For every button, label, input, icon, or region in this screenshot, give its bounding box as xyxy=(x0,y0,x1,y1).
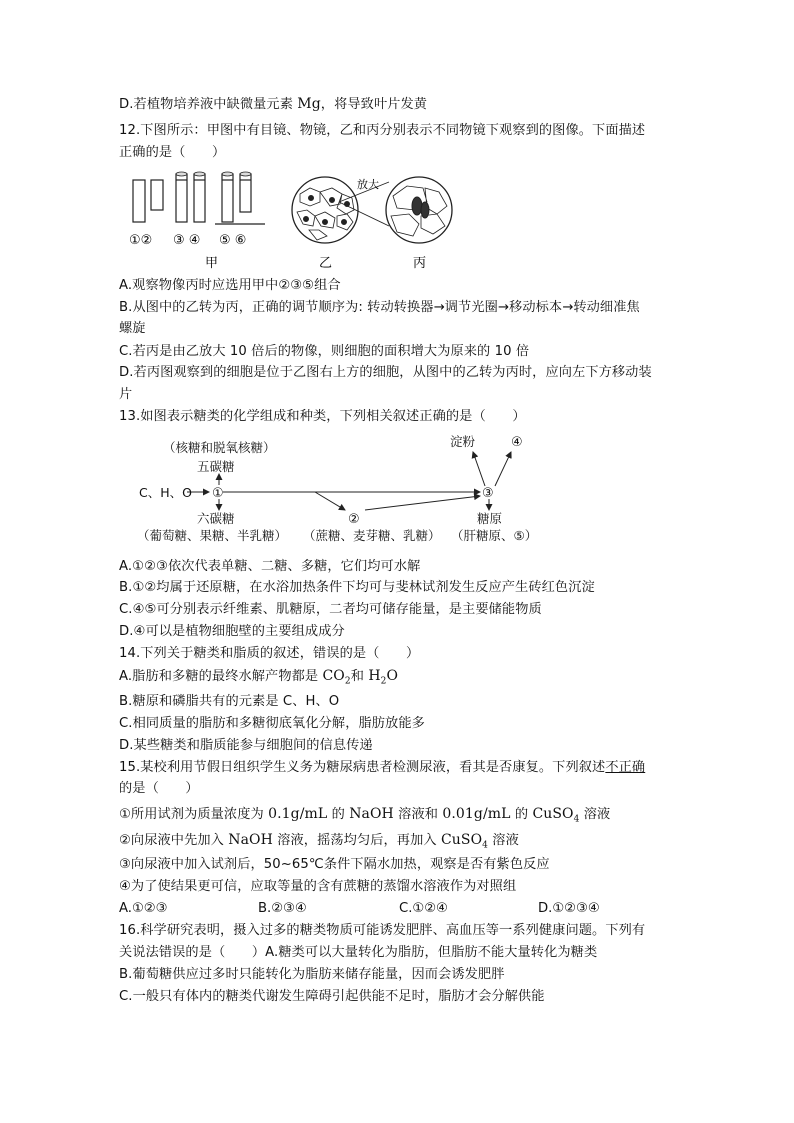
q15-stem: 15.某校利用节假日组织学生义务为糖尿病患者检测尿液，看其是否康复。下列叙述不正确 xyxy=(119,760,646,775)
q12-option-d: D.若丙图观察到的细胞是位于乙图右上方的细胞，从图中的乙转为丙时，应向左下方移动装 xyxy=(119,365,652,380)
q12-option-c: C.若丙是由乙放大 10 倍后的物像，则细胞的面积增大为原来的 10 倍 xyxy=(119,344,530,359)
view-bing xyxy=(386,177,452,243)
pentose-label: 五碳糖 xyxy=(197,459,235,474)
q14-stem: 14.下列关于糖类和脂质的叙述，错误的是（ ） xyxy=(119,646,420,661)
tube-label-1-2: ①② xyxy=(129,233,153,248)
q15-option-d: D.①②③④ xyxy=(538,901,600,916)
q15-statement-2: ②向尿液中先加入 NaOH 溶液，摇荡均匀后，再加入 CuSO$_4$ 溶液 xyxy=(119,832,519,851)
node-1: ① xyxy=(212,486,224,501)
node-2: ② xyxy=(348,512,360,527)
q13-figure xyxy=(135,430,555,548)
q15-option-b: B.②③④ xyxy=(258,901,307,916)
q12-stem: 12.下图所示：甲图中有目镜、物镜，乙和丙分别表示不同物镜下观察到的图像。下面描述 xyxy=(119,123,646,138)
q12-option-b: B.从图中的乙转为丙，正确的调节顺序为: 转动转换器→调节光圈→移动标本→转动细准焦 xyxy=(119,300,640,315)
q16-option-b: B.葡萄糖供应过多时只能转化为脂肪来储存能量，因而会诱发肥胖 xyxy=(119,967,505,982)
q16-stem: 16.科学研究表明，摄入过多的糖类物质可能诱发肥胖、高血压等一系列健康问题。下列有 xyxy=(119,923,646,938)
q13-option-a: A.①②③依次代表单糖、二糖、多糖，它们均可水解 xyxy=(119,559,421,574)
q14-option-c: C.相同质量的脂肪和多糖彻底氧化分解，脂肪放能多 xyxy=(119,716,425,731)
glycogen-label: 糖原 xyxy=(477,511,503,526)
q13-option-c: C.④⑤可分别表示纤维素、肌糖原，二者均可储存能量，是主要储能物质 xyxy=(119,602,542,617)
tube-label-5-6: ⑤ ⑥ xyxy=(219,233,247,248)
q13-stem: 13.如图表示糖类的化学组成和种类，下列相关叙述正确的是（ ） xyxy=(119,409,526,424)
q16-stem-cont-option-a: 关说法错误的是（ ）A.糖类可以大量转化为脂肪，但脂肪不能大量转化为糖类 xyxy=(119,945,598,960)
glycogen-list: （肝糖原、⑤） xyxy=(451,528,538,543)
q15-option-a: A.①②③ xyxy=(119,901,168,916)
q12-stem-cont: 正确的是（ ） xyxy=(119,145,226,160)
node-3: ③ xyxy=(482,486,494,501)
q15-statement-4: ④为了使结果更可信，应取等量的含有蔗糖的蒸馏水溶液作为对照组 xyxy=(119,879,517,894)
q12-option-a: A.观察物像丙时应选用甲中②③⑤组合 xyxy=(119,278,341,293)
hexose-list: （葡萄糖、果糖、半乳糖） xyxy=(137,528,288,543)
q14-option-a: A.脂肪和多糖的最终水解产物都是 $CO_2$和 $H_2O$ xyxy=(119,668,399,687)
q11-option-d: D.若植物培养液中缺微量元素 Mg，将导致叶片发黄 xyxy=(119,96,428,112)
panel-label-jia: 甲 xyxy=(205,256,219,271)
q15-stem-cont: 的是（ ） xyxy=(119,781,199,796)
panel-label-yi: 乙 xyxy=(319,256,333,271)
q12-option-d-cont: 片 xyxy=(119,387,133,402)
hexose-label: 六碳糖 xyxy=(197,511,235,526)
elements-label: C、H、O xyxy=(139,485,192,500)
q15-statement-1: ①所用试剂为质量浓度为 0.1g/mL 的 NaOH 溶液和 0.01g/mL 的 CuSO$_4$ 溶液 xyxy=(119,806,611,825)
view-yi xyxy=(292,177,358,243)
objective-eyepiece-tubes xyxy=(133,174,265,224)
disaccharide-list: （蔗糖、麦芽糖、乳糖） xyxy=(303,528,441,543)
zoom-label: 放大 xyxy=(357,178,379,191)
panel-label-bing: 丙 xyxy=(413,256,427,271)
q15-option-c: C.①②④ xyxy=(399,901,448,916)
q14-option-b: B.糖原和磷脂共有的元素是 C、H、O xyxy=(119,694,340,709)
q12-figure xyxy=(125,166,455,274)
starch-label: 淀粉 xyxy=(450,434,476,449)
q13-option-b: B.①②均属于还原糖，在水浴加热条件下均可与斐林试剂发生反应产生砖红色沉淀 xyxy=(119,580,595,595)
q14-option-d: D.某些糖类和脂质能参与细胞间的信息传递 xyxy=(119,738,373,753)
q12-option-b-cont: 螺旋 xyxy=(119,321,146,336)
q13-option-d: D.④可以是植物细胞壁的主要组成成分 xyxy=(119,624,345,639)
ribose-label: （核糖和脱氧核糖） xyxy=(163,440,276,455)
tube-label-3-4: ③ ④ xyxy=(173,233,201,248)
q15-statement-3: ③向尿液中加入试剂后，50~65℃条件下隔水加热，观察是否有紫色反应 xyxy=(119,857,550,872)
q16-option-c: C.一般只有体内的糖类代谢发生障碍引起供能不足时，脂肪才会分解供能 xyxy=(119,989,545,1004)
node-4: ④ xyxy=(511,435,523,450)
